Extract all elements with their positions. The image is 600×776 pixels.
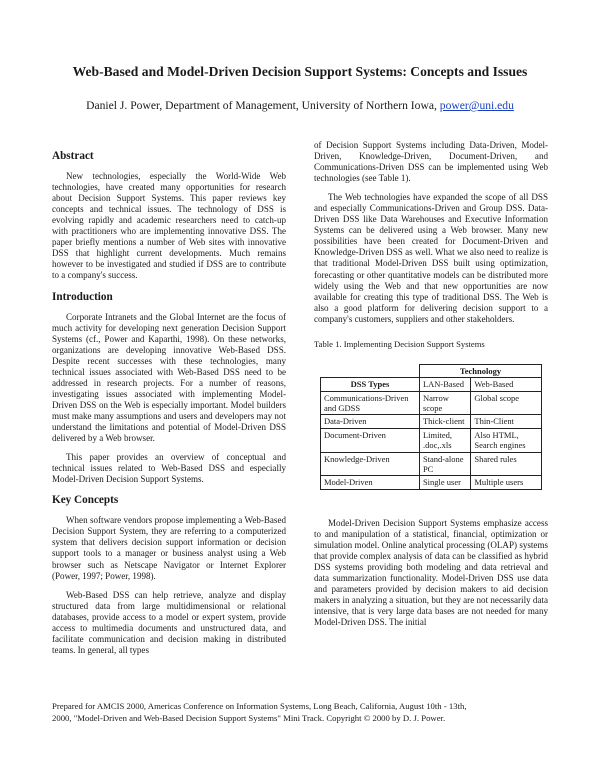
table-cell-web: Shared rules <box>471 452 542 476</box>
key-concepts-paragraph-1: When software vendors propose implementing a Web-Based Decision Support System, they are referring to a computerized system that delivers decision support information or decision support tools to a manager or business analyst using a Web browser such as Netscape Navigator or Internet Explorer (Power, 1997; Power, 1998). <box>52 515 286 581</box>
table-cell-type: Document-Driven <box>321 428 420 452</box>
introduction-paragraph-1: Corporate Intranets and the Global Internet are the focus of much activity for developing next generation Decision Support Systems (cf., Power and Kaparthi, 1998). On these networks, organizations are developing innovative Web-Based DSS. Despite recent successes with these technologies, many technical issues associated with Web-Based DSS need to be addressed in research projects. For a number of reasons, investigating issues associated with implementing Model-Driven DSS on the Web is especially important. Model builders must make many assumptions and users and developers may not understand the limitations and potential of Model-Driven DSS delivered by a Web browser. <box>52 311 286 444</box>
footer-line-2: 2000, "Model-Driven and Web-Based Decision Support Systems" Mini Track. Copyright © 2000 by D. J. Power. <box>52 713 446 723</box>
left-column <box>52 140 286 664</box>
author-line <box>0 99 600 112</box>
author-affiliation: Daniel J. Power, Department of Management, University of Northern Iowa, <box>86 99 437 112</box>
table-row <box>321 415 542 428</box>
table-cell-lan: Narrow scope <box>419 391 470 415</box>
footer-note <box>52 700 562 724</box>
table-cell-type: Data-Driven <box>321 415 420 428</box>
table-cell-lan: Single user <box>419 476 470 489</box>
abstract-text: New technologies, especially the World-Wide Web technologies, have created many opportunities for research about Decision Support Systems. This paper reviews key concepts and technical issues. The technology of DSS is evolving rapidly and academic researchers need to catch-up with practitioners who are implementing innovative DSS. The paper briefly mentions a number of Web sites with innovative DSS that highlight current developments. Much remains however to be investigated and studied if DSS are to contribute to a company's success. <box>52 171 286 281</box>
table-header-row <box>321 364 542 377</box>
table-cell-lan: Thick-client <box>419 415 470 428</box>
table-cell-type: Model-Driven <box>321 476 420 489</box>
table-cell-web: Thin-Client <box>471 415 542 428</box>
table-row <box>321 452 542 476</box>
web-technologies-paragraph: The Web technologies have expanded the scope of all DSS and especially Communications-Driven and Group DSS. Data-Driven DSS like Data Warehouses and Executive Information Systems can be delivered using a Web browser. Many new possibilities have been created for Document-Driven and Knowledge-Driven DSS as well. What we also need to realize is that traditional Model-Driven DSS built using optimization, forecasting or other quantitative models can be distributed more widely using the Web and that new opportunities are now available for creating this type of traditional DSS. The Web is also a good platform for delivering decision support to a company's customers, suppliers and other stakeholders. <box>314 192 548 324</box>
key-concepts-heading: Key Concepts <box>52 494 119 507</box>
footer-line-1: Prepared for AMCIS 2000, Americas Conference on Information Systems, Long Beach, California, August 10th - 13th, <box>52 701 467 711</box>
table-cell-type: Knowledge-Driven <box>321 452 420 476</box>
paper-title: Web-Based and Model-Driven Decision Support Systems: Concepts and Issues <box>72 64 528 79</box>
continuation-paragraph: of Decision Support Systems including Data-Driven, Model-Driven, Knowledge-Driven, Document-Driven, and Communications-Driven DSS can be implemented using Web technologies (see Table 1). <box>314 140 548 184</box>
table-cell-lan: Limited, .doc,.xls <box>419 428 470 452</box>
table-cell-lan: Stand-alone PC <box>419 452 470 476</box>
web-based-header: Web-Based <box>471 378 542 391</box>
author-email-link[interactable]: power@uni.edu <box>439 99 514 112</box>
table-header-row <box>321 378 542 391</box>
table-cell-web: Global scope <box>471 391 542 415</box>
key-concepts-paragraph-2: Web-Based DSS can help retrieve, analyze and display structured data from large multidimensional or relational databases, provide access to a model or expert system, provide access to multimedia documents and unstructured data, and facilitate communication and decision making in distributed teams. In general, all types <box>52 589 286 655</box>
lan-based-header: LAN-Based <box>419 378 470 391</box>
introduction-paragraph-2: This paper provides an overview of conceptual and technical issues related to Web-Based DSS and especially Model-Driven Decision Support Systems. <box>52 452 286 485</box>
dss-table <box>320 364 542 490</box>
table-row <box>321 391 542 415</box>
table-cell-web: Also HTML, Search engines <box>471 428 542 452</box>
technology-group-header: Technology <box>419 364 541 377</box>
table-cell-type: Communications-Driven and GDSS <box>321 391 420 415</box>
abstract-heading: Abstract <box>52 150 94 162</box>
table-corner-cell <box>321 364 420 377</box>
table-row <box>321 428 542 452</box>
table-caption: Table 1. Implementing Decision Support Systems <box>314 338 485 349</box>
table-cell-web: Multiple users <box>471 476 542 489</box>
introduction-heading: Introduction <box>52 290 113 303</box>
right-column <box>314 140 548 636</box>
model-driven-paragraph: Model-Driven Decision Support Systems emphasize access to and manipulation of a statistical, financial, optimization or simulation model. Online analytical processing (OLAP) systems that provide complex analysis of data can be classified as hybrid DSS systems providing both modeling and data retrieval and data summarization functionality. Model-Driven DSS use data and parameters provided by decision makers to aid decision makers in analyzing a situation, but they are not necessarily data intensive, that is very large data bases are not needed for many Model-Driven DSS. The initial <box>314 517 548 628</box>
table-row <box>321 476 542 489</box>
dss-types-header: DSS Types <box>321 378 420 391</box>
